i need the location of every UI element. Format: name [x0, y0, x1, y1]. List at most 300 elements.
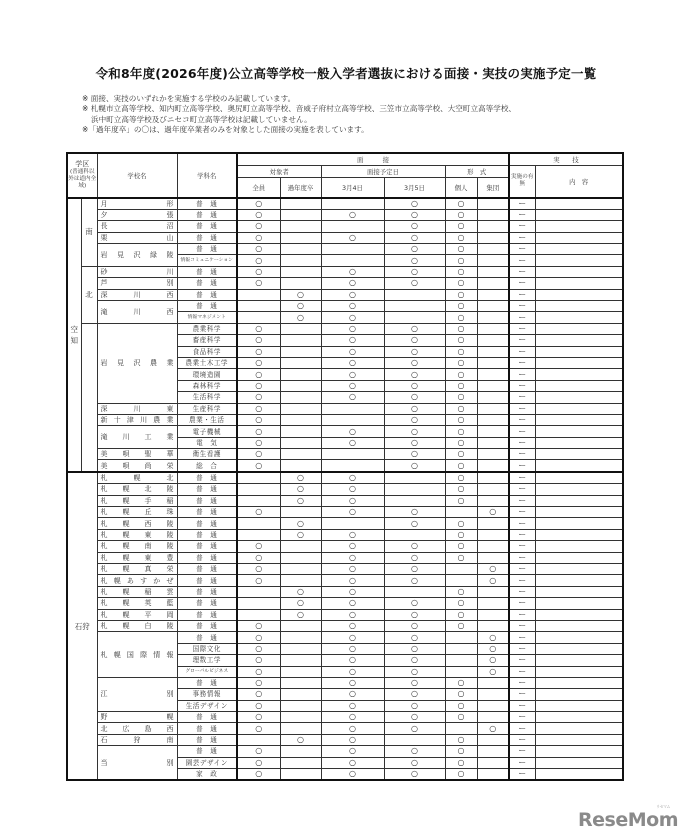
school-name: 野 幌 — [97, 712, 177, 723]
table-row — [67, 209, 623, 220]
practical-status: ー — [509, 518, 535, 529]
practical-status: ー — [509, 609, 535, 620]
mark-all: ○ — [237, 244, 280, 255]
mark-all: ○ — [237, 564, 280, 575]
mark-grp — [477, 266, 509, 277]
mark-grp: ○ — [477, 643, 509, 654]
header-area-note: (普通科以外は道内全域) — [68, 168, 97, 189]
mark-all: ○ — [237, 712, 280, 723]
mark-grp — [477, 380, 509, 391]
mark-d4: ○ — [321, 507, 384, 518]
mark-d4: ○ — [321, 357, 384, 368]
mark-ind: ○ — [445, 734, 477, 745]
school-name: 美 唄 尚 栄 — [97, 460, 177, 472]
table-row — [67, 598, 623, 609]
practical-content — [535, 346, 623, 357]
practical-content — [535, 323, 623, 334]
table-body — [67, 198, 623, 781]
practical-content — [535, 712, 623, 723]
practical-content — [535, 746, 623, 757]
practical-content — [535, 255, 623, 266]
mark-ind: ○ — [445, 484, 477, 495]
school-name: 滝 川 西 — [97, 301, 177, 324]
mark-d4: ○ — [321, 369, 384, 380]
practical-status: ー — [509, 472, 535, 484]
practical-content — [535, 620, 623, 631]
mark-d4 — [321, 518, 384, 529]
mark-all: ○ — [237, 380, 280, 391]
mark-d4 — [321, 244, 384, 255]
practical-content — [535, 689, 623, 700]
mark-all: ○ — [237, 335, 280, 346]
mark-d4 — [321, 403, 384, 414]
mark-ind — [445, 575, 477, 586]
mark-grp — [477, 357, 509, 368]
mark-ind — [445, 666, 477, 677]
mark-d4: ○ — [321, 529, 384, 540]
subject-name: 普 通 — [177, 620, 237, 631]
subject-name: 環境造園 — [177, 369, 237, 380]
mark-d5: ○ — [384, 712, 445, 723]
mark-ind: ○ — [445, 449, 477, 460]
mark-all: ○ — [237, 369, 280, 380]
practical-status: ー — [509, 278, 535, 289]
mark-past — [280, 244, 321, 255]
mark-d5 — [384, 312, 445, 323]
header-interview: 面 接 — [237, 153, 509, 166]
practical-content — [535, 632, 623, 643]
subject-name: 普 通 — [177, 552, 237, 563]
mark-ind: ○ — [445, 437, 477, 448]
mark-d4: ○ — [321, 689, 384, 700]
table-row — [67, 518, 623, 529]
mark-past — [280, 414, 321, 425]
mark-all: ○ — [237, 346, 280, 357]
school-name: 月 形 — [97, 198, 177, 210]
mark-grp — [477, 449, 509, 460]
header-practical-content: 内 容 — [535, 166, 623, 198]
mark-all: ○ — [237, 278, 280, 289]
practical-status: ー — [509, 677, 535, 688]
region-cell: 空知 — [67, 198, 81, 472]
mark-d5: ○ — [384, 632, 445, 643]
mark-grp: ○ — [477, 666, 509, 677]
subject-name: 電 気 — [177, 437, 237, 448]
table-row — [67, 586, 623, 597]
mark-past — [280, 266, 321, 277]
mark-ind: ○ — [445, 769, 477, 781]
mark-past — [280, 746, 321, 757]
mark-past — [280, 323, 321, 334]
header-format-individual: 個人 — [445, 178, 477, 198]
header-target-all: 全員 — [237, 178, 280, 198]
mark-ind: ○ — [445, 541, 477, 552]
mark-d4: ○ — [321, 677, 384, 688]
table-row — [67, 541, 623, 552]
mark-ind: ○ — [445, 472, 477, 484]
mark-all: ○ — [237, 209, 280, 220]
mark-all — [237, 609, 280, 620]
subject-name: 普 通 — [177, 712, 237, 723]
mark-past — [280, 677, 321, 688]
practical-content — [535, 289, 623, 300]
mark-ind: ○ — [445, 335, 477, 346]
mark-past — [280, 255, 321, 266]
subject-name: 農業科学 — [177, 323, 237, 334]
mark-ind: ○ — [445, 689, 477, 700]
mark-grp — [477, 712, 509, 723]
practical-status: ー — [509, 734, 535, 745]
schedule-table — [66, 152, 624, 781]
header-area-label: 学区 — [75, 159, 90, 168]
mark-past — [280, 769, 321, 781]
subject-name: 情報マネジメント — [177, 312, 237, 323]
subject-name: 普 通 — [177, 598, 237, 609]
school-name: 札 幌 北 — [97, 472, 177, 484]
mark-all — [237, 472, 280, 484]
mark-d4: ○ — [321, 278, 384, 289]
mark-d5: ○ — [384, 677, 445, 688]
mark-d5: ○ — [384, 232, 445, 243]
subject-name: 理数工学 — [177, 655, 237, 666]
mark-d5: ○ — [384, 380, 445, 391]
mark-past — [280, 346, 321, 357]
table-row — [67, 620, 623, 631]
mark-grp — [477, 244, 509, 255]
practical-content — [535, 414, 623, 425]
subject-name: 事務情報 — [177, 689, 237, 700]
table-row — [67, 414, 623, 425]
mark-d4: ○ — [321, 575, 384, 586]
header-target-past: 過年度卒 — [280, 178, 321, 198]
mark-all: ○ — [237, 266, 280, 277]
subject-name: 普 通 — [177, 564, 237, 575]
subject-name: 森林科学 — [177, 380, 237, 391]
school-name: 岩 見 沢 緑 陵 — [97, 244, 177, 267]
mark-ind: ○ — [445, 301, 477, 312]
mark-all: ○ — [237, 643, 280, 654]
mark-grp — [477, 255, 509, 266]
mark-past — [280, 666, 321, 677]
mark-d5: ○ — [384, 507, 445, 518]
mark-all — [237, 734, 280, 745]
mark-d4: ○ — [321, 723, 384, 734]
mark-all: ○ — [237, 426, 280, 437]
mark-past: ○ — [280, 289, 321, 300]
mark-ind: ○ — [445, 403, 477, 414]
mark-grp — [477, 437, 509, 448]
mark-grp — [477, 289, 509, 300]
mark-d4 — [321, 255, 384, 266]
school-name: 札 幌 東 豊 — [97, 552, 177, 563]
mark-all: ○ — [237, 403, 280, 414]
practical-status: ー — [509, 757, 535, 768]
subject-name: 普 通 — [177, 484, 237, 495]
practical-status: ー — [509, 449, 535, 460]
school-name: 芦 別 — [97, 278, 177, 289]
table-row — [67, 609, 623, 620]
mark-d5: ○ — [384, 449, 445, 460]
mark-grp — [477, 552, 509, 563]
mark-past — [280, 655, 321, 666]
practical-status: ー — [509, 598, 535, 609]
mark-past — [280, 564, 321, 575]
mark-d4: ○ — [321, 301, 384, 312]
mark-d5: ○ — [384, 244, 445, 255]
subject-name: 普 通 — [177, 198, 237, 210]
mark-d5: ○ — [384, 541, 445, 552]
subarea-cell: 北 — [81, 266, 97, 323]
mark-d5: ○ — [384, 209, 445, 220]
mark-past — [280, 643, 321, 654]
practical-status: ー — [509, 335, 535, 346]
mark-grp — [477, 323, 509, 334]
mark-all — [237, 312, 280, 323]
subject-name: 普 通 — [177, 734, 237, 745]
mark-all: ○ — [237, 769, 280, 781]
mark-past: ○ — [280, 495, 321, 506]
practical-content — [535, 598, 623, 609]
mark-d5 — [384, 301, 445, 312]
school-name: 夕 張 — [97, 209, 177, 220]
practical-status: ー — [509, 289, 535, 300]
subject-name: 農業・生活 — [177, 414, 237, 425]
mark-past — [280, 369, 321, 380]
practical-content — [535, 666, 623, 677]
practical-status: ー — [509, 712, 535, 723]
table-row — [67, 495, 623, 506]
school-name: 江 別 — [97, 677, 177, 711]
practical-content — [535, 278, 623, 289]
mark-all — [237, 484, 280, 495]
mark-all: ○ — [237, 255, 280, 266]
mark-grp — [477, 620, 509, 631]
mark-grp — [477, 312, 509, 323]
mark-ind: ○ — [445, 460, 477, 472]
mark-past: ○ — [280, 586, 321, 597]
mark-past — [280, 426, 321, 437]
mark-grp: ○ — [477, 507, 509, 518]
practical-status: ー — [509, 209, 535, 220]
practical-content — [535, 723, 623, 734]
school-name: 札 幌 北 陵 — [97, 484, 177, 495]
practical-status: ー — [509, 221, 535, 232]
mark-all: ○ — [237, 700, 280, 711]
subject-name: グローバルビジネス — [177, 666, 237, 677]
mark-ind: ○ — [445, 209, 477, 220]
mark-all: ○ — [237, 323, 280, 334]
subject-name: 普 通 — [177, 677, 237, 688]
mark-all — [237, 289, 280, 300]
practical-content — [535, 460, 623, 472]
table-row — [67, 712, 623, 723]
mark-ind: ○ — [445, 323, 477, 334]
mark-d5: ○ — [384, 335, 445, 346]
mark-grp — [477, 700, 509, 711]
practical-content — [535, 472, 623, 484]
mark-d4: ○ — [321, 609, 384, 620]
subject-name: 総 合 — [177, 460, 237, 472]
mark-all — [237, 495, 280, 506]
mark-past — [280, 552, 321, 563]
practical-content — [535, 564, 623, 575]
practical-status: ー — [509, 529, 535, 540]
header-target: 対象者 — [237, 166, 321, 178]
practical-status: ー — [509, 437, 535, 448]
mark-ind — [445, 643, 477, 654]
practical-content — [535, 198, 623, 210]
mark-d4: ○ — [321, 769, 384, 781]
subject-name: 普 通 — [177, 723, 237, 734]
practical-content — [535, 244, 623, 255]
mark-ind: ○ — [445, 746, 477, 757]
subject-name: 普 通 — [177, 232, 237, 243]
practical-content — [535, 232, 623, 243]
practical-content — [535, 643, 623, 654]
mark-past — [280, 380, 321, 391]
mark-d4: ○ — [321, 437, 384, 448]
subject-name: 衛生看護 — [177, 449, 237, 460]
mark-all: ○ — [237, 221, 280, 232]
mark-d5: ○ — [384, 266, 445, 277]
subject-name: 普 通 — [177, 301, 237, 312]
table-row — [67, 472, 623, 484]
mark-ind — [445, 564, 477, 575]
practical-content — [535, 221, 623, 232]
practical-content — [535, 335, 623, 346]
note-3: ※「過年度卒」の〇は、過年度卒業者のみを対象とした面接の実施を表しています。 — [82, 124, 369, 134]
mark-d4: ○ — [321, 586, 384, 597]
school-name: 札 幌 国 際 情 報 — [97, 632, 177, 678]
subject-name: 生活科学 — [177, 392, 237, 403]
practical-content — [535, 426, 623, 437]
practical-status: ー — [509, 255, 535, 266]
mark-d5 — [384, 586, 445, 597]
mark-d5: ○ — [384, 221, 445, 232]
mark-past — [280, 632, 321, 643]
mark-past: ○ — [280, 312, 321, 323]
mark-grp — [477, 746, 509, 757]
school-name: 札 幌 平 岡 — [97, 609, 177, 620]
practical-status: ー — [509, 357, 535, 368]
practical-content — [535, 529, 623, 540]
mark-grp: ○ — [477, 632, 509, 643]
subject-name: 普 通 — [177, 586, 237, 597]
practical-content — [535, 518, 623, 529]
mark-d5: ○ — [384, 746, 445, 757]
mark-d4 — [321, 198, 384, 210]
table-row — [67, 278, 623, 289]
practical-status: ー — [509, 403, 535, 414]
practical-content — [535, 403, 623, 414]
mark-past — [280, 723, 321, 734]
header-subject: 学科名 — [177, 153, 237, 198]
practical-content — [535, 677, 623, 688]
table-row — [67, 552, 623, 563]
mark-ind: ○ — [445, 369, 477, 380]
mark-grp — [477, 757, 509, 768]
mark-all: ○ — [237, 655, 280, 666]
mark-past — [280, 507, 321, 518]
school-name: 北 広 島 西 — [97, 723, 177, 734]
school-name: 札 幌 英 藍 — [97, 598, 177, 609]
mark-d4: ○ — [321, 472, 384, 484]
mark-d4: ○ — [321, 346, 384, 357]
practical-content — [535, 209, 623, 220]
mark-past — [280, 335, 321, 346]
mark-grp — [477, 221, 509, 232]
mark-grp — [477, 460, 509, 472]
practical-status: ー — [509, 495, 535, 506]
table-row — [67, 301, 623, 312]
practical-content — [535, 609, 623, 620]
mark-past — [280, 689, 321, 700]
practical-status: ー — [509, 666, 535, 677]
mark-d5: ○ — [384, 198, 445, 210]
mark-d4: ○ — [321, 643, 384, 654]
subarea-cell-empty — [81, 323, 97, 472]
mark-all: ○ — [237, 552, 280, 563]
practical-status: ー — [509, 620, 535, 631]
mark-all: ○ — [237, 392, 280, 403]
mark-ind: ○ — [445, 255, 477, 266]
mark-all — [237, 529, 280, 540]
practical-status: ー — [509, 392, 535, 403]
table-row — [67, 426, 623, 437]
school-name: 札 幌 西 陵 — [97, 518, 177, 529]
practical-content — [535, 769, 623, 781]
mark-grp — [477, 689, 509, 700]
mark-ind: ○ — [445, 586, 477, 597]
table-row — [67, 221, 623, 232]
mark-d5: ○ — [384, 414, 445, 425]
mark-ind: ○ — [445, 221, 477, 232]
mark-d5: ○ — [384, 564, 445, 575]
mark-past — [280, 700, 321, 711]
practical-status: ー — [509, 655, 535, 666]
region-cell: 石狩 — [67, 472, 97, 781]
mark-ind: ○ — [445, 392, 477, 403]
mark-grp — [477, 209, 509, 220]
school-name: 滝 川 工 業 — [97, 426, 177, 449]
mark-past — [280, 403, 321, 414]
mark-d5: ○ — [384, 357, 445, 368]
mark-grp — [477, 529, 509, 540]
mark-d4: ○ — [321, 266, 384, 277]
mark-d4: ○ — [321, 495, 384, 506]
mark-ind: ○ — [445, 232, 477, 243]
subarea-cell: 南 — [81, 198, 97, 267]
header-format: 形 式 — [445, 166, 509, 178]
practical-content — [535, 495, 623, 506]
mark-all — [237, 518, 280, 529]
practical-status: ー — [509, 769, 535, 781]
subject-name: 普 通 — [177, 472, 237, 484]
mark-ind: ○ — [445, 346, 477, 357]
school-name: 石 狩 南 — [97, 734, 177, 745]
practical-status: ー — [509, 244, 535, 255]
mark-d4: ○ — [321, 734, 384, 745]
mark-d4 — [321, 414, 384, 425]
practical-content — [535, 369, 623, 380]
mark-past: ○ — [280, 484, 321, 495]
mark-grp: ○ — [477, 723, 509, 734]
mark-grp — [477, 484, 509, 495]
table-row — [67, 289, 623, 300]
practical-status: ー — [509, 552, 535, 563]
mark-all — [237, 301, 280, 312]
table-row — [67, 529, 623, 540]
